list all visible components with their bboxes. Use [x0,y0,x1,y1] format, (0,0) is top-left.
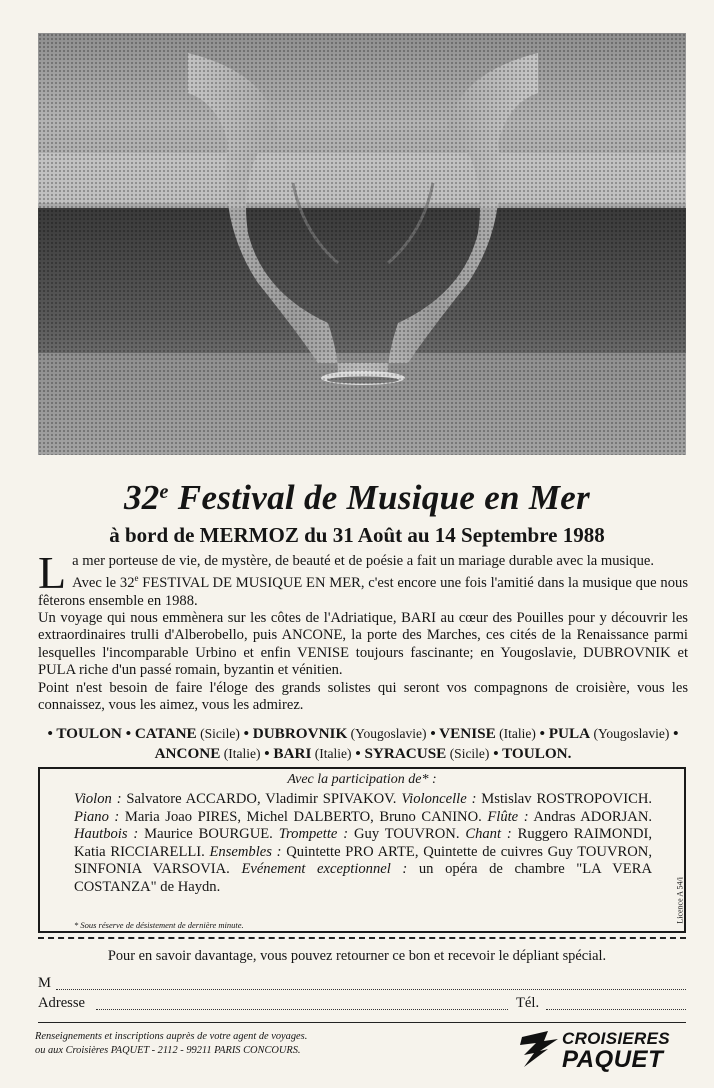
intro-paragraph-4: Point n'est besoin de faire l'éloge des grands solistes qui seront vos compagnons de croisière, vous les connaissez, vous les aimez, vous les admirez. [38,679,688,714]
itinerary-stop: • PULA (Yougoslavie) [535,725,670,742]
name-label: M [38,975,51,991]
itinerary-stop: • BARI (Italie) [260,744,352,762]
intro-paragraph-3: Un voyage qui nous emmènera sur les côtes de l'Adriatique, BARI au cœur des Pouilles pour y découvrir les extraordinaires trulli d'Alberobello, puis ANCONE, la porte des Marches, ces cités de la Renaissance parmi lesquelles l'incomparable Urbino et enfin VENISE toujours fascinante; en Yougoslavie, DUBROVNIK et PULA riche d'un passé romain, byzantin et vénitien. [38,610,688,679]
name-field[interactable] [56,989,686,990]
dropcap: L [38,547,67,598]
itinerary-stop: • TOULON. [489,744,572,762]
festival-subtitle: à bord de MERMOZ du 31 Août au 14 Septembre 1988 [109,523,605,547]
cover-photo [38,33,686,455]
itinerary-stop: • CATANE (Sicile) [121,725,240,742]
footer-line-2: ou aux Croisières PAQUET - 2112 - 99211 PARIS CONCOURS. [35,1044,301,1056]
itinerary-stop: • DUBROVNIK (Yougoslavie) [239,725,427,742]
logo-line-2: PAQUET [562,1046,664,1073]
cut-line [38,937,686,939]
paquet-flag-icon [518,1027,562,1071]
intro-text [38,547,688,715]
vase-photo-illustration [38,33,686,455]
participation-box [38,767,686,933]
footer-contact [35,1030,307,1057]
croisieres-paquet-logo [518,1027,688,1071]
itinerary-stop: • ANCONE (Italie) [154,725,679,762]
intro-paragraph-1: La mer porteuse de vie, de mystère, de beauté et de poésie a fait un mariage durable avec la musique. [38,547,654,598]
footer-rule [38,1022,686,1023]
coupon-info: Pour en savoir davantage, vous pouvez retourner ce bon et recevoir le dépliant spécial. [107,948,607,964]
festival-title: 32e Festival de Musique en Mer [123,478,591,517]
logo-line-1: CROISIERES [562,1029,670,1048]
artists-list: Violon : Salvatore ACCARDO, Vladimir SPIVAKOV. Violoncelle : Mstislav ROSTROPOVICH. Piano : Maria Joao PIRES, Michel DALBERTO, Bruno CANINO. Flûte : Andras ADORJAN. Hautbois : Maurice BOURGUE. Trompette : Guy TOUVRON. Chant : Ruggero RAIMONDI, Katia RICCIARELLI. Ensembles : Quintette PRO ARTE, Quintette de cuivres Guy TOUVRON, SINFONIA VARSOVIA. Evénement exceptionnel : un opéra de chambre "LA VERA COSTANZA" de Haydn. [74,791,653,895]
footer-line-1: Renseignements et inscriptions auprès de votre agent de voyages. [35,1031,308,1042]
address-label: Adresse [38,995,86,1011]
intro-paragraph-2: Avec le 32e FESTIVAL DE MUSIQUE EN MER, c'est encore une fois l'amitié dans la musique que nous fêterons ensemble en 1988. [38,573,688,609]
itinerary [38,724,688,763]
licence-number: Licence A 54/i [676,877,685,924]
address-field[interactable] [96,1009,508,1010]
participation-heading: Avec la participation de* : [287,772,437,787]
itinerary-stop: • VENISE (Italie) [426,725,536,742]
phone-label: Tél. [516,995,540,1011]
phone-field[interactable] [546,1009,686,1010]
itinerary-stop: • TOULON [47,725,122,742]
reservation-note: * Sous réserve de désistement de dernière minute. [74,920,244,930]
itinerary-stop: • SYRACUSE (Sicile) [351,744,490,762]
